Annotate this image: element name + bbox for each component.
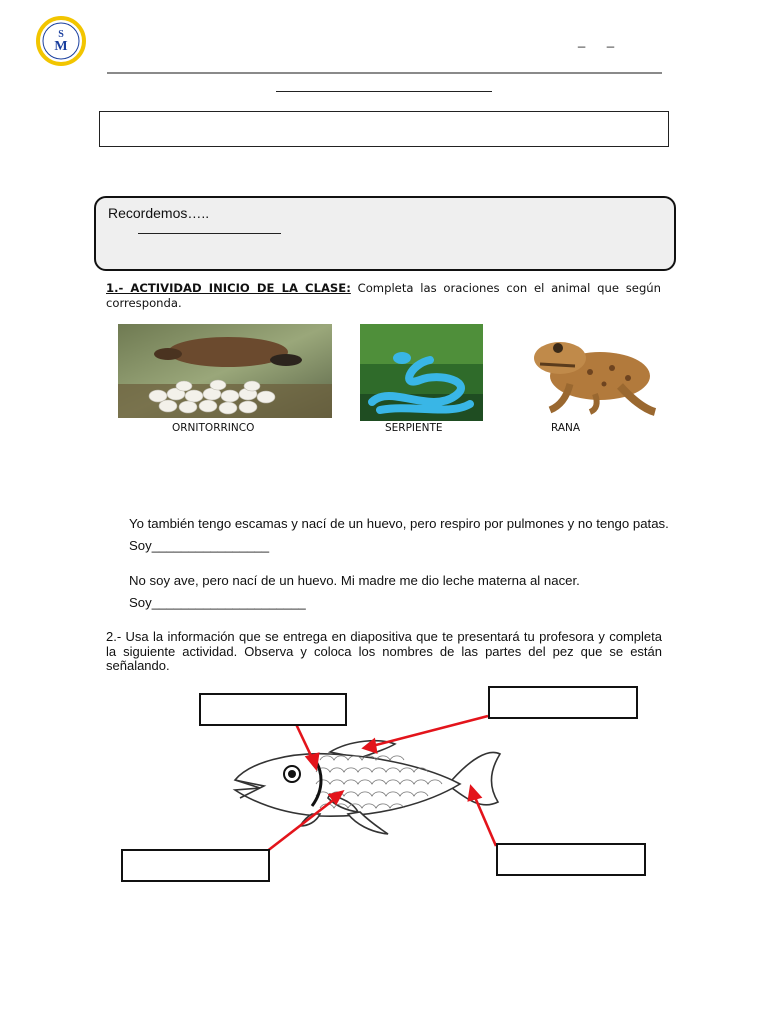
frog-photo bbox=[520, 324, 664, 419]
header-dashes: _ _ bbox=[578, 33, 624, 48]
fish-label-scales-box[interactable] bbox=[121, 849, 270, 882]
recall-title: Recordemos….. bbox=[108, 205, 210, 221]
snake-photo bbox=[360, 324, 483, 421]
activity1-text: Completa las oraciones con el animal que según corresponda. bbox=[106, 281, 661, 310]
caption-frog: RANA bbox=[551, 422, 581, 434]
sentence-2[interactable]: No soy ave, pero nací de un huevo. Mi madre me dio leche materna al nacer. Soy_____________________ bbox=[129, 573, 580, 610]
svg-text:M: M bbox=[54, 39, 68, 54]
activity2-instruction: 2.- Usa la información que se entrega en diapositiva que te presentará tu profesora y completa la siguiente actividad. Observa y coloca los nombres de las partes del pez que se están señalando. bbox=[106, 629, 662, 673]
name-box[interactable] bbox=[99, 111, 669, 147]
fish-label-tail-box[interactable] bbox=[496, 843, 646, 876]
platypus-photo bbox=[118, 324, 332, 418]
fish-label-gill-box[interactable] bbox=[199, 693, 347, 726]
sentence-1[interactable]: Yo también tengo escamas y nací de un huevo, pero respiro por pulmones y no tengo patas. Soy________________ bbox=[129, 516, 669, 553]
caption-snake: SERPIENTE bbox=[385, 422, 443, 434]
activity1-heading: 1.- ACTIVIDAD INICIO DE LA CLASE: bbox=[106, 281, 351, 295]
svg-text:S: S bbox=[58, 29, 64, 40]
title-blank-line bbox=[276, 91, 492, 92]
activity1-instruction bbox=[106, 281, 661, 311]
fish-label-dorsal-fin-box[interactable] bbox=[488, 686, 638, 719]
school-logo bbox=[36, 16, 86, 66]
recall-blank-line[interactable] bbox=[138, 233, 281, 234]
caption-platypus: ORNITORRINCO bbox=[172, 422, 255, 434]
header-divider bbox=[107, 72, 662, 74]
